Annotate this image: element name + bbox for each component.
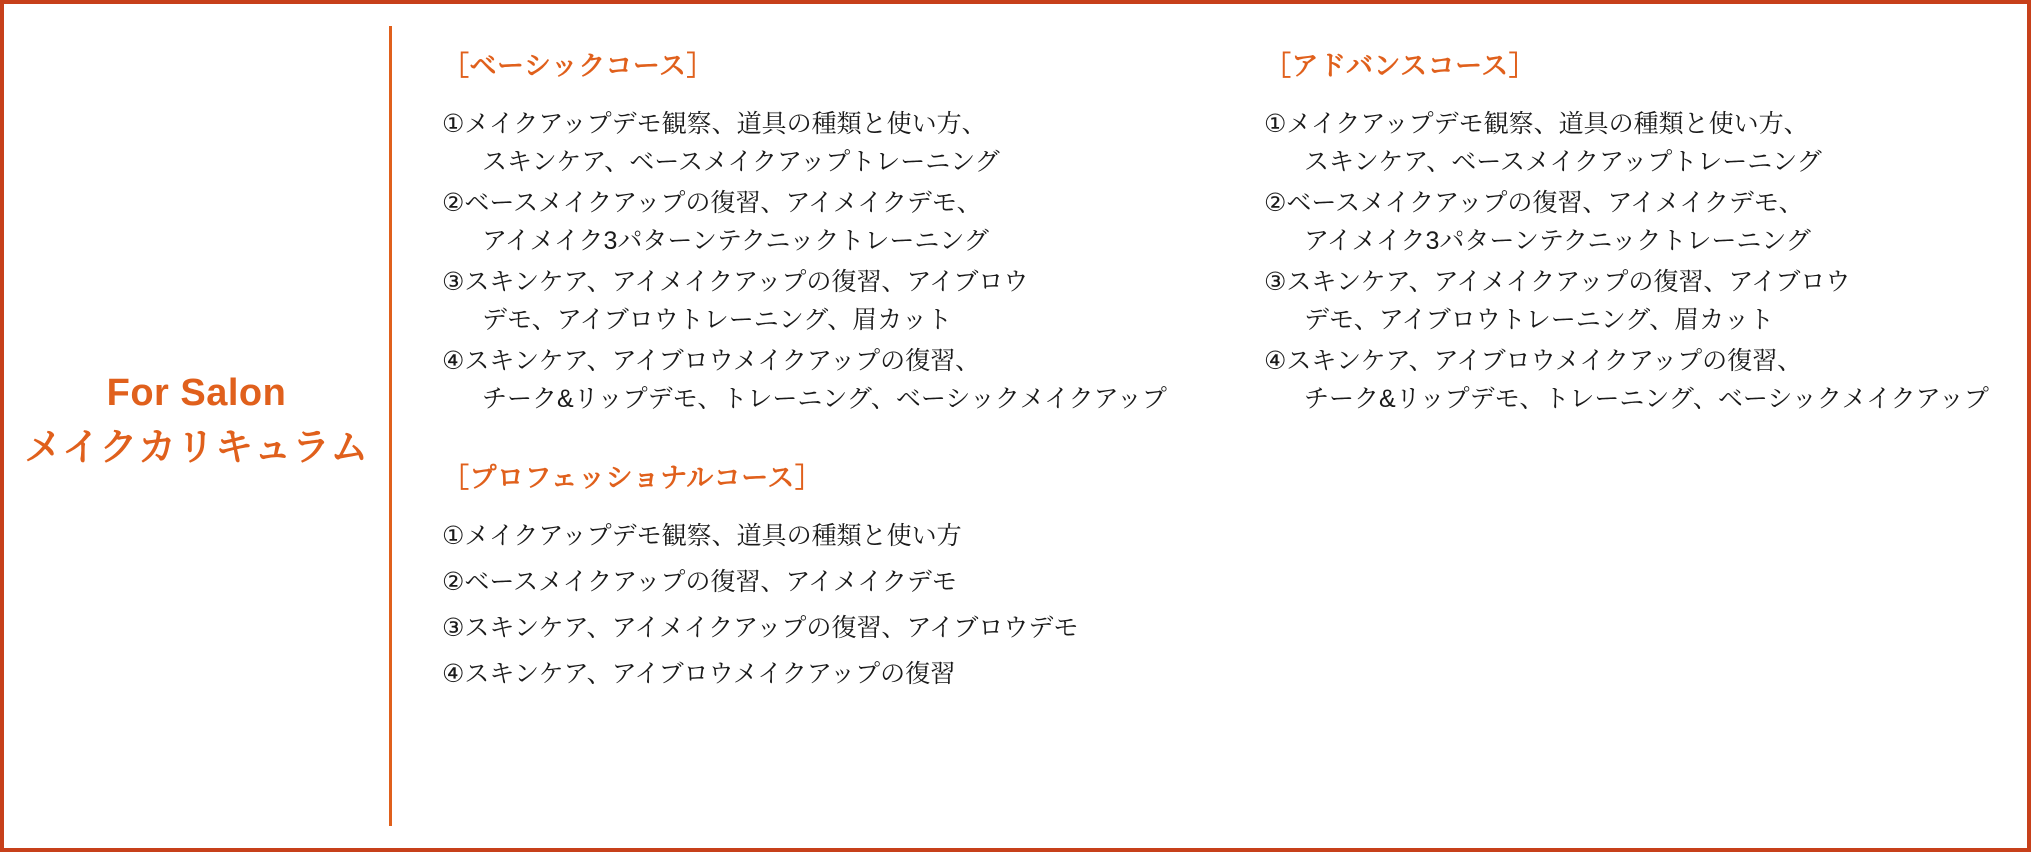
course-item-line-1: ②ベースメイクアップの復習、アイメイクデモ、	[1264, 189, 1804, 217]
course-item	[1264, 105, 2027, 181]
course-item	[442, 263, 1222, 339]
course-item	[442, 563, 1222, 601]
course-item	[442, 105, 1222, 181]
course-item-line-1: ④スキンケア、アイブロウメイクアップの復習、	[1264, 347, 1803, 375]
course-item-line-1: ③スキンケア、アイメイクアップの復習、アイブロウ	[1264, 268, 1851, 296]
course-item-line-2: アイメイク3パターンテクニックトレーニング	[482, 227, 989, 255]
course-item	[442, 342, 1222, 418]
page-layout	[4, 4, 2027, 848]
course-title-advance: ［アドバンスコース］	[1264, 51, 1537, 81]
course-item	[442, 609, 1222, 647]
course-item-line-1: ③スキンケア、アイメイクアップの復習、アイブロウ	[442, 268, 1029, 296]
course-item-line-2: スキンケア、ベースメイクアップトレーニング	[482, 148, 1000, 176]
course-item-line-2: デモ、アイブロウトレーニング、眉カット	[482, 306, 953, 334]
course-item-line-2: チーク&リップデモ、トレーニング、ベーシックメイクアップ	[482, 385, 1167, 413]
course-item-line-1: ④スキンケア、アイブロウメイクアップの復習、	[442, 347, 981, 375]
course-item	[442, 517, 1222, 555]
course-columns	[392, 44, 2027, 719]
course-item-line-1: ①メイクアップデモ観察、道具の種類と使い方、	[1264, 110, 1809, 138]
page-title	[24, 366, 369, 476]
course-item	[1264, 184, 2027, 260]
course-item-line-2: チーク&リップデモ、トレーニング、ベーシックメイクアップ	[1304, 385, 1989, 413]
course-item	[442, 655, 1222, 693]
content-column	[392, 4, 2027, 848]
course-item-line-1: ①メイクアップデモ観察、道具の種類と使い方、	[442, 110, 987, 138]
course-block-advance	[1264, 44, 2027, 418]
page-title-line-2: メイクカリキュラム	[24, 427, 369, 469]
course-item	[1264, 263, 2027, 339]
course-title-basic: ［ベーシックコース］	[442, 51, 715, 81]
course-title-professional: ［プロフェッショナルコース］	[442, 463, 823, 493]
course-item-line-1: ③スキンケア、アイメイクアップの復習、アイブロウデモ	[442, 614, 1079, 642]
page-title-line-1: For Salon	[106, 371, 287, 414]
course-item-line-1: ④スキンケア、アイブロウメイクアップの復習	[442, 660, 956, 688]
course-item-line-2: スキンケア、ベースメイクアップトレーニング	[1304, 148, 1822, 176]
course-item-line-2: アイメイク3パターンテクニックトレーニング	[1304, 227, 1811, 255]
course-item-line-1: ②ベースメイクアップの復習、アイメイクデモ、	[442, 189, 982, 217]
title-column	[4, 4, 389, 848]
course-block-professional	[442, 456, 1222, 693]
course-item	[1264, 342, 2027, 418]
right-course-column	[1222, 44, 2027, 444]
course-item-line-1: ①メイクアップデモ観察、道具の種類と使い方	[442, 522, 962, 550]
course-item-line-2: デモ、アイブロウトレーニング、眉カット	[1304, 306, 1775, 334]
course-block-basic	[442, 44, 1222, 418]
course-item-line-1: ②ベースメイクアップの復習、アイメイクデモ	[442, 568, 957, 596]
course-item	[442, 184, 1222, 260]
left-course-column	[392, 44, 1222, 719]
